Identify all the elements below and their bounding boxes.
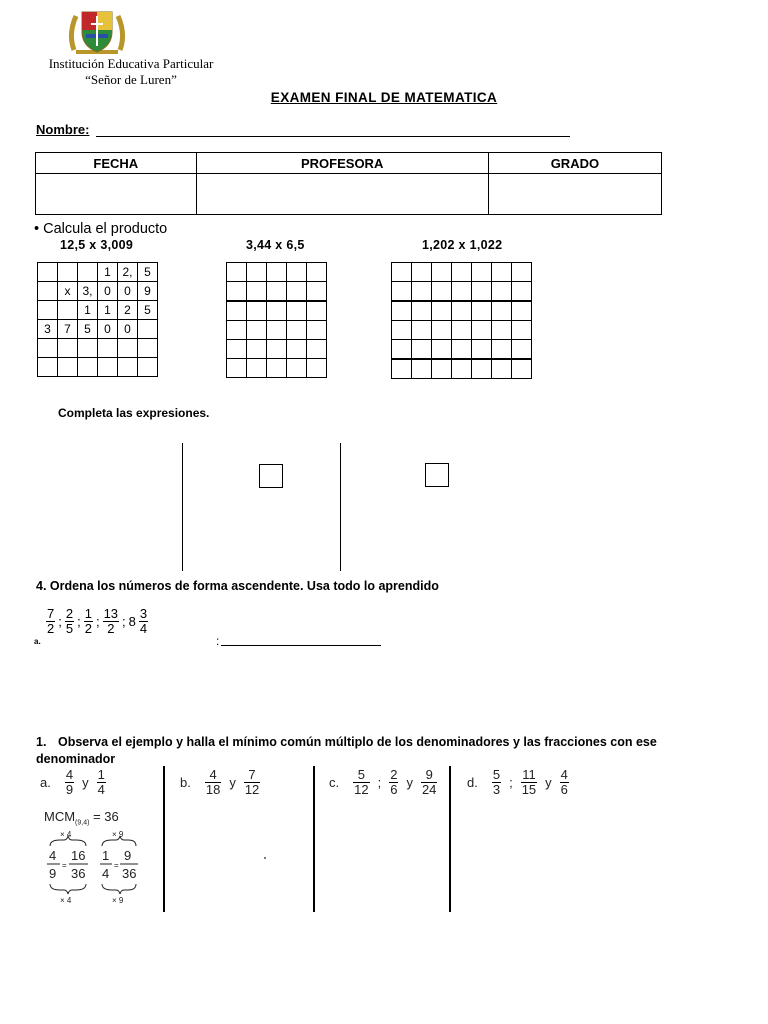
question-number: 1. bbox=[36, 735, 47, 749]
eq1-b-num: 16 bbox=[71, 848, 86, 863]
grid-cell[interactable]: 0 bbox=[98, 282, 118, 301]
grid-cell[interactable] bbox=[98, 339, 118, 358]
grid-cell[interactable] bbox=[287, 321, 307, 340]
question-text: Observa el ejemplo y halla el mínimo común múltiplo de los denominadores y las fracciones con ese denominador bbox=[36, 735, 657, 766]
fraction-numerator: 13 bbox=[103, 606, 119, 621]
grid-cell[interactable] bbox=[227, 263, 247, 282]
fraction bbox=[97, 768, 106, 797]
grid-cell[interactable] bbox=[432, 282, 452, 302]
mcm-label: MCM bbox=[44, 809, 76, 824]
grid-cell[interactable]: 3 bbox=[38, 320, 58, 339]
grid-cell[interactable] bbox=[452, 263, 472, 282]
grid-cell[interactable] bbox=[267, 263, 287, 282]
grid-cell[interactable] bbox=[138, 320, 158, 339]
multiplier-top-1: × 4 bbox=[60, 830, 72, 839]
grid-cell[interactable] bbox=[492, 282, 512, 302]
grid-cell[interactable] bbox=[118, 339, 138, 358]
grid-cell[interactable] bbox=[227, 359, 247, 378]
grid-cell[interactable] bbox=[138, 358, 158, 377]
grid-cell[interactable] bbox=[98, 358, 118, 377]
fraction-list bbox=[46, 607, 148, 636]
fraction-numerator: 2 bbox=[390, 767, 398, 782]
column-a-header bbox=[40, 768, 106, 797]
separator: ; bbox=[58, 614, 62, 629]
grid-row bbox=[392, 301, 532, 321]
separator: ; bbox=[77, 614, 81, 629]
multiplier-bottom-2: × 9 bbox=[112, 896, 124, 905]
grid-row bbox=[392, 321, 532, 340]
column-b-header bbox=[180, 768, 260, 797]
grid-cell[interactable] bbox=[307, 301, 327, 321]
grid-cell[interactable] bbox=[78, 263, 98, 282]
grid-cell[interactable] bbox=[247, 359, 267, 378]
fraction bbox=[492, 768, 501, 797]
grid-cell[interactable]: 5 bbox=[138, 263, 158, 282]
grid-cell[interactable] bbox=[472, 263, 492, 282]
grid-cell[interactable] bbox=[492, 263, 512, 282]
eq2-a-num: 1 bbox=[102, 848, 110, 863]
grid-cell[interactable] bbox=[452, 301, 472, 321]
fraction-numerator: 1 bbox=[97, 767, 105, 782]
multiplier-bottom-1: × 4 bbox=[60, 896, 72, 905]
eq2-equals: = bbox=[114, 861, 119, 870]
grid-cell[interactable] bbox=[492, 301, 512, 321]
joiner: y bbox=[82, 775, 89, 790]
fraction-numerator: 5 bbox=[492, 767, 501, 782]
eq2-a-den: 4 bbox=[102, 866, 110, 881]
fecha-header: FECHA bbox=[36, 153, 197, 174]
grid-cell[interactable] bbox=[412, 359, 432, 379]
grid-cell[interactable] bbox=[472, 340, 492, 360]
grid-cell[interactable] bbox=[512, 340, 532, 360]
grid-cell[interactable] bbox=[287, 301, 307, 321]
grid-cell[interactable] bbox=[412, 340, 432, 360]
grid-operation-1[interactable] bbox=[37, 262, 158, 377]
worked-example bbox=[40, 828, 150, 908]
grid-cell[interactable] bbox=[492, 340, 512, 360]
products-heading bbox=[34, 221, 167, 237]
fraction-denominator: 12 bbox=[354, 782, 369, 797]
fraction-numerator: 5 bbox=[357, 767, 365, 782]
answer-line[interactable] bbox=[221, 645, 381, 646]
exam-title-text: EXAMEN FINAL DE MATEMATICA bbox=[270, 90, 498, 105]
grid-row bbox=[227, 263, 327, 282]
products-heading-text: Calcula el producto bbox=[43, 221, 168, 237]
mcm-value: = 36 bbox=[93, 809, 119, 824]
fraction-numerator: 2 bbox=[65, 606, 74, 621]
grid-cell[interactable] bbox=[247, 340, 267, 359]
fraction-numerator: 4 bbox=[65, 767, 74, 782]
ordena-heading: 4. Ordena los números de forma ascendente. Usa todo lo aprendido bbox=[36, 579, 439, 593]
grid-cell[interactable]: 0 bbox=[118, 320, 138, 339]
completa-heading: Completa las expresiones. bbox=[58, 406, 210, 420]
fraction-denominator: 15 bbox=[521, 782, 537, 797]
mcm-result bbox=[44, 809, 119, 827]
fraction bbox=[65, 607, 74, 636]
fraction-numerator: 9 bbox=[425, 767, 433, 782]
grid-cell[interactable] bbox=[267, 321, 287, 340]
fraction-denominator: 2 bbox=[84, 621, 92, 636]
profesora-header: PROFESORA bbox=[196, 153, 488, 174]
grid-cell[interactable] bbox=[512, 301, 532, 321]
grid-cell[interactable] bbox=[432, 301, 452, 321]
exam-title bbox=[0, 90, 768, 105]
joiner: y bbox=[406, 775, 413, 790]
separator: ; bbox=[95, 614, 100, 629]
grid-cell[interactable] bbox=[492, 321, 512, 340]
grado-header: GRADO bbox=[488, 153, 661, 174]
fraction bbox=[353, 768, 369, 797]
school-name-line2: “Señor de Luren” bbox=[85, 72, 177, 87]
grid-cell[interactable] bbox=[472, 321, 492, 340]
nombre-field[interactable] bbox=[96, 136, 570, 137]
grid-row bbox=[392, 282, 532, 302]
column-label: d. bbox=[467, 775, 478, 790]
grid-cell[interactable] bbox=[287, 263, 307, 282]
grid-cell[interactable]: 0 bbox=[118, 282, 138, 301]
grid-cell[interactable] bbox=[307, 359, 327, 378]
grid-cell[interactable] bbox=[452, 282, 472, 302]
mixed-fraction-numerator: 3 bbox=[139, 606, 148, 621]
school-name bbox=[36, 56, 226, 88]
grid-cell[interactable]: 9 bbox=[138, 282, 158, 301]
mcm-question bbox=[36, 734, 676, 768]
grid-cell[interactable] bbox=[307, 321, 327, 340]
grado-cell[interactable] bbox=[488, 174, 661, 215]
grid-cell[interactable]: 0 bbox=[98, 320, 118, 339]
fraction-denominator: 3 bbox=[492, 782, 501, 797]
grid-cell[interactable] bbox=[412, 263, 432, 282]
eq1-a-num: 4 bbox=[49, 848, 57, 863]
grid-cell[interactable] bbox=[267, 340, 287, 359]
grid-cell[interactable] bbox=[247, 263, 267, 282]
divider-line bbox=[340, 443, 341, 571]
fraction-denominator: 6 bbox=[560, 782, 568, 797]
grid-row bbox=[227, 301, 327, 321]
grid-cell[interactable] bbox=[512, 359, 532, 379]
grid-cell[interactable] bbox=[432, 359, 452, 379]
grid-cell[interactable] bbox=[287, 359, 307, 378]
operation-2: 3,44 x 6,5 bbox=[246, 238, 305, 252]
grid-cell[interactable] bbox=[78, 339, 98, 358]
grid-cell[interactable] bbox=[307, 282, 327, 302]
joiner: y bbox=[545, 775, 552, 790]
stray-dot bbox=[264, 857, 266, 859]
school-crest-logo bbox=[66, 6, 128, 56]
grid-cell[interactable] bbox=[38, 339, 58, 358]
grid-cell[interactable] bbox=[432, 340, 452, 360]
grid-cell[interactable] bbox=[247, 282, 267, 302]
grid-row bbox=[227, 340, 327, 359]
fraction-denominator: 5 bbox=[65, 621, 74, 636]
grid-cell[interactable] bbox=[38, 358, 58, 377]
mixed-fraction bbox=[139, 607, 148, 636]
grid-cell[interactable]: 5 bbox=[78, 320, 98, 339]
divider-line bbox=[182, 443, 183, 571]
eq1-b-den: 36 bbox=[71, 866, 86, 881]
fraction-denominator: 18 bbox=[205, 782, 221, 797]
grid-cell[interactable] bbox=[392, 340, 412, 360]
column-c-header bbox=[329, 768, 437, 797]
fraction-numerator: 7 bbox=[47, 606, 55, 621]
grid-cell[interactable] bbox=[267, 359, 287, 378]
fraction bbox=[205, 768, 221, 797]
mixed-fraction-denominator: 4 bbox=[139, 621, 148, 636]
grid-cell[interactable] bbox=[452, 340, 472, 360]
school-name-line1: Institución Educativa Particular bbox=[48, 56, 214, 71]
answer-box[interactable] bbox=[425, 463, 449, 487]
multiplier-top-2: × 9 bbox=[112, 830, 124, 839]
grid-cell[interactable] bbox=[38, 301, 58, 320]
grid-cell[interactable] bbox=[58, 263, 78, 282]
grid-row bbox=[392, 359, 532, 379]
grid-cell[interactable]: 1 bbox=[98, 263, 118, 282]
fraction-denominator: 2 bbox=[47, 621, 55, 636]
fraction-denominator: 24 bbox=[421, 782, 437, 797]
fraction bbox=[244, 768, 260, 797]
grid-cell[interactable] bbox=[267, 282, 287, 302]
grid-cell[interactable] bbox=[432, 263, 452, 282]
grid-cell[interactable] bbox=[452, 359, 472, 379]
grid-cell[interactable] bbox=[287, 282, 307, 302]
fraction-numerator: 4 bbox=[560, 767, 568, 782]
item-a-label: a. bbox=[34, 637, 41, 646]
grid-cell[interactable] bbox=[452, 321, 472, 340]
joiner: y bbox=[229, 775, 236, 790]
info-table bbox=[35, 152, 662, 215]
grid-cell[interactable] bbox=[58, 339, 78, 358]
grid-cell[interactable] bbox=[512, 282, 532, 302]
joiner: ; bbox=[377, 775, 382, 790]
grid-row bbox=[38, 301, 158, 320]
grid-cell[interactable] bbox=[512, 263, 532, 282]
grid-cell[interactable] bbox=[78, 358, 98, 377]
bullet-icon: • bbox=[34, 221, 40, 237]
fraction bbox=[389, 768, 398, 797]
grid-cell[interactable] bbox=[472, 359, 492, 379]
grid-cell[interactable] bbox=[432, 321, 452, 340]
grid-cell[interactable] bbox=[227, 340, 247, 359]
grid-row bbox=[38, 320, 158, 339]
grid-cell[interactable] bbox=[392, 321, 412, 340]
fecha-cell[interactable] bbox=[36, 174, 197, 215]
operation-3: 1,202 x 1,022 bbox=[422, 238, 503, 252]
grid-cell[interactable] bbox=[472, 282, 492, 302]
operation-1: 12,5 x 3,009 bbox=[60, 238, 134, 252]
fraction bbox=[84, 607, 93, 636]
grid-cell[interactable] bbox=[118, 358, 138, 377]
grid-row bbox=[38, 282, 158, 301]
eq1-a-den: 9 bbox=[49, 866, 57, 881]
grid-cell[interactable] bbox=[138, 339, 158, 358]
grid-cell[interactable] bbox=[58, 358, 78, 377]
grid-cell[interactable] bbox=[267, 301, 287, 321]
column-label: c. bbox=[329, 775, 340, 790]
grid-cell[interactable] bbox=[492, 359, 512, 379]
grid-cell[interactable] bbox=[38, 282, 58, 301]
grid-cell[interactable] bbox=[472, 301, 492, 321]
grid-row bbox=[227, 359, 327, 378]
fraction-denominator: 6 bbox=[390, 782, 398, 797]
fraction bbox=[560, 768, 569, 797]
column-divider bbox=[163, 766, 165, 912]
fraction bbox=[521, 768, 537, 797]
mcm-subscript: (9,4) bbox=[75, 819, 90, 827]
grid-cell[interactable]: 1 bbox=[98, 301, 118, 320]
grid-cell[interactable] bbox=[58, 301, 78, 320]
grid-cell[interactable]: 3, bbox=[78, 282, 98, 301]
grid-cell[interactable]: x bbox=[58, 282, 78, 301]
profesora-cell[interactable] bbox=[196, 174, 488, 215]
grid-cell[interactable] bbox=[412, 282, 432, 302]
grid-cell[interactable] bbox=[412, 301, 432, 321]
grid-cell[interactable]: 2 bbox=[118, 301, 138, 320]
grid-cell[interactable]: 1 bbox=[78, 301, 98, 320]
fraction bbox=[65, 768, 74, 797]
column-d-header bbox=[467, 768, 569, 797]
grid-cell[interactable]: 5 bbox=[138, 301, 158, 320]
fraction-numerator: 4 bbox=[209, 767, 217, 782]
fraction-denominator: 12 bbox=[244, 782, 260, 797]
grid-cell[interactable] bbox=[227, 282, 247, 302]
eq2-b-den: 36 bbox=[122, 866, 137, 881]
column-label: b. bbox=[180, 775, 191, 790]
answer-box[interactable] bbox=[259, 464, 283, 488]
grid-cell[interactable] bbox=[247, 301, 267, 321]
separator: ; bbox=[122, 614, 126, 629]
grid-cell[interactable] bbox=[392, 301, 412, 321]
grid-row bbox=[38, 339, 158, 358]
joiner: ; bbox=[509, 775, 513, 790]
grid-operation-3[interactable] bbox=[391, 262, 532, 379]
grid-row bbox=[392, 263, 532, 282]
eq2-b-num: 9 bbox=[124, 848, 132, 863]
grid-cell[interactable] bbox=[412, 321, 432, 340]
grid-row bbox=[392, 340, 532, 360]
grid-row bbox=[227, 282, 327, 302]
fraction-numerator: 7 bbox=[248, 767, 256, 782]
grid-cell[interactable] bbox=[392, 263, 412, 282]
fraction-denominator: 2 bbox=[103, 621, 119, 636]
eq1-equals: = bbox=[62, 861, 67, 870]
fraction-numerator: 1 bbox=[84, 606, 92, 621]
grid-cell[interactable] bbox=[227, 301, 247, 321]
fraction-denominator: 9 bbox=[65, 782, 74, 797]
grid-operation-2[interactable] bbox=[226, 262, 327, 378]
column-label: a. bbox=[40, 775, 51, 790]
grid-row bbox=[38, 263, 158, 282]
answer-prefix: : bbox=[216, 634, 220, 648]
fraction bbox=[103, 607, 119, 636]
fraction-denominator: 4 bbox=[97, 782, 105, 797]
nombre-label: Nombre: bbox=[36, 122, 90, 137]
grid-row bbox=[227, 321, 327, 340]
mixed-whole: 8 bbox=[128, 614, 136, 629]
grid-cell[interactable] bbox=[392, 282, 412, 302]
grid-cell[interactable]: 7 bbox=[58, 320, 78, 339]
grid-cell[interactable] bbox=[287, 340, 307, 359]
fraction-numerator: 11 bbox=[522, 767, 536, 782]
grid-cell[interactable] bbox=[38, 263, 58, 282]
fraction bbox=[46, 607, 55, 636]
grid-cell[interactable] bbox=[247, 321, 267, 340]
column-divider bbox=[449, 766, 451, 912]
grid-cell[interactable] bbox=[392, 359, 412, 379]
grid-row bbox=[38, 358, 158, 377]
column-divider bbox=[313, 766, 315, 912]
fraction bbox=[421, 768, 437, 797]
grid-cell[interactable] bbox=[307, 340, 327, 359]
grid-cell[interactable]: 2, bbox=[118, 263, 138, 282]
grid-cell[interactable] bbox=[307, 263, 327, 282]
grid-cell[interactable] bbox=[512, 321, 532, 340]
grid-cell[interactable] bbox=[227, 321, 247, 340]
